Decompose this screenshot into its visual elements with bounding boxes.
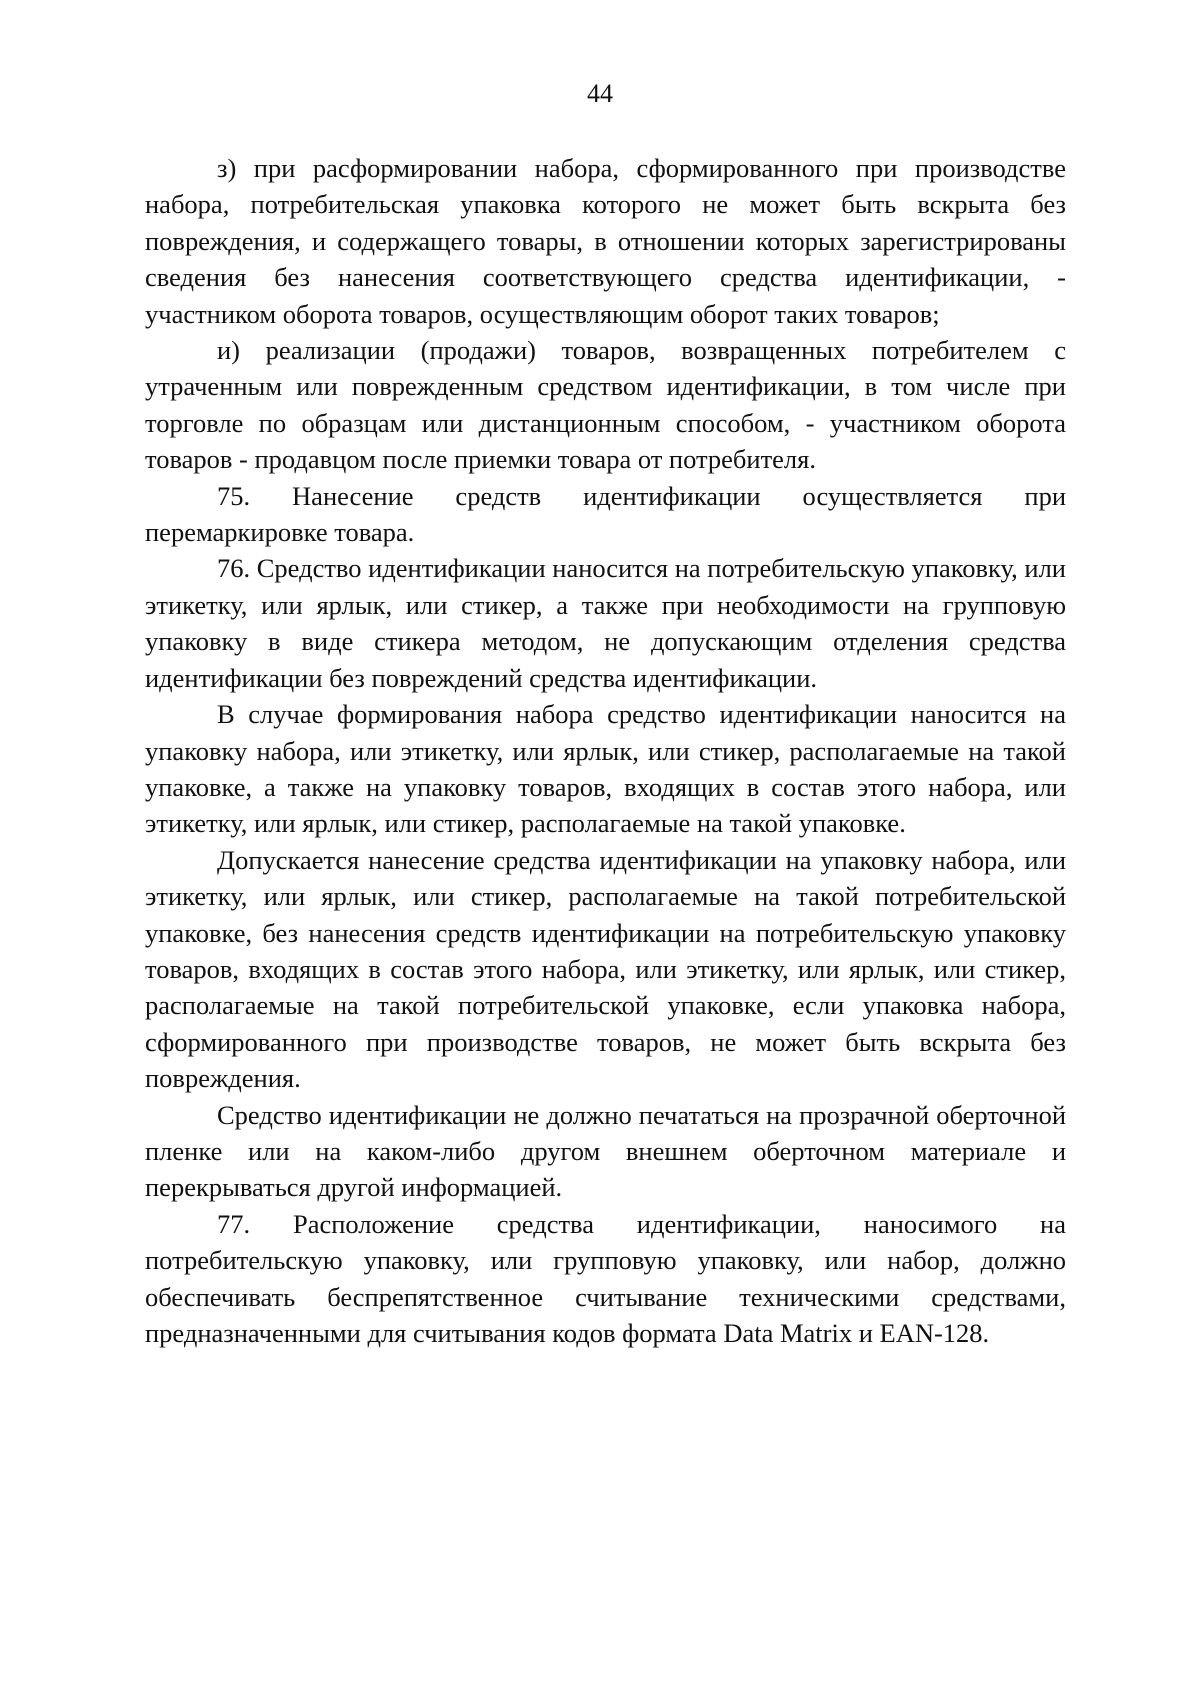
paragraph-76: 76. Средство идентификации наносится на потребительскую упаковку, или этикетку, или ярлык, или стикер, а также при необходимости на групповую упаковку в виде стикера методом, не допускающим отделения средства идентификации без повреждений средства идентификации. [145, 553, 1066, 693]
paragraph-i: и) реализации (продажи) товаров, возвращенных потребителем с утраченным или поврежденным средством идентификации, в том числе при торговле по образцам или дистанционным способом, - участником оборота товаров - продавцом после приемки товара от потребителя. [145, 335, 1066, 475]
document-body [145, 150, 1066, 1351]
paragraph-75: 75. Нанесение средств идентификации осуществляется при перемаркировке товара. [145, 480, 1066, 548]
page-number: 44 [587, 79, 613, 108]
paragraph-77: 77. Расположение средства идентификации, наносимого на потребительскую упаковку, или групповую упаковку, или набор, должно обеспечивать беспрепятственное считывание техническими средствами, предназначенными для считывания кодов формата Data Matrix и EAN-128. [145, 1208, 1066, 1348]
paragraph-76-set: В случае формирования набора средство идентификации наносится на упаковку набора, или этикетку, или ярлык, или стикер, располагаемые на такой упаковке, а также на упаковку товаров, входящих в состав этого набора, или этикетку, или ярлык, или стикер, располагаемые на такой упаковке. [145, 699, 1066, 839]
paragraph-z: з) при расформировании набора, сформированного при производстве набора, потребительская упаковка которого не может быть вскрыта без повреждения, и содержащего товары, в отношении которых зарегистрированы сведения без нанесения соответствующего средства идентификации, - участником оборота товаров, осуществляющим оборот таких товаров; [145, 153, 1066, 329]
paragraph-76-allowed: Допускается нанесение средства идентификации на упаковку набора, или этикетку, или ярлык, или стикер, располагаемые на такой потребительской упаковке, без нанесения средств идентификации на потребительскую упаковку товаров, входящих в состав этого набора, или этикетку, или ярлык, или стикер, располагаемые на такой потребительской упаковке, если упаковка набора, сформированного при производстве товаров, не может быть вскрыта без повреждения. [145, 844, 1066, 1094]
paragraph-76-wrap: Средство идентификации не должно печататься на прозрачной оберточной пленке или на каком-либо другом внешнем оберточном материале и перекрываться другой информацией. [145, 1099, 1066, 1203]
